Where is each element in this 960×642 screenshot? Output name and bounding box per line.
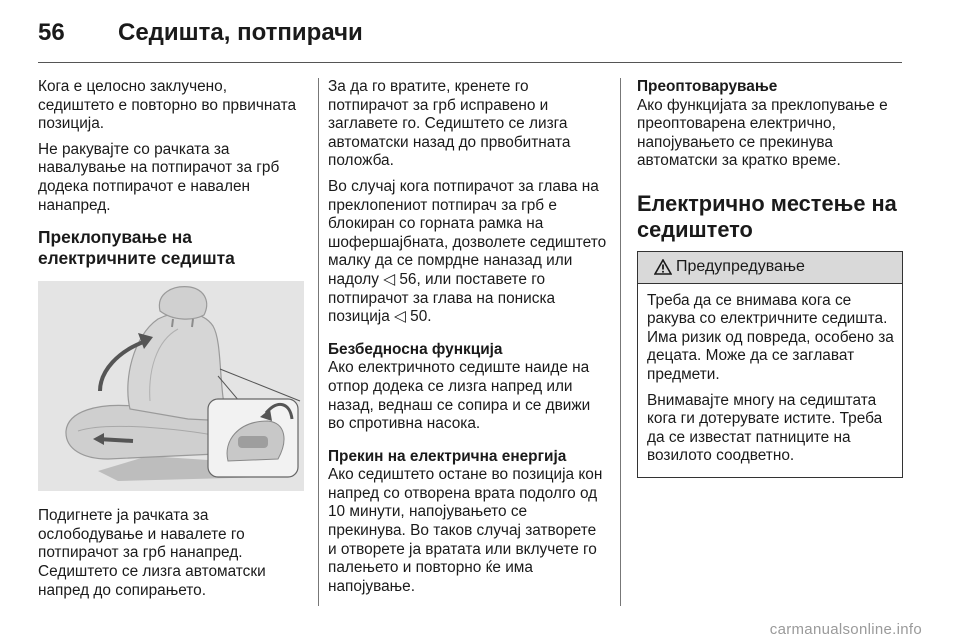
column-1 [38, 78, 304, 607]
text: . [427, 308, 432, 326]
paragraph: Не ракувајте со рачката за навалување на потпирачот за грб додека потпирачот е навален нанапред. [38, 140, 280, 214]
paragraph: Кога е целосно заклучено, седиштето е повторно во првичната позиција. [38, 78, 297, 133]
seat-illustration [38, 281, 304, 491]
watermark: carmanualsonline.info [769, 621, 922, 638]
paragraph: Треба да се внимава кога се ракува со електричните седишта. Има ризик од повреда, особено за децата. Може да се заглават предмети. [647, 291, 894, 383]
warning-box [637, 251, 903, 478]
page-ref-link[interactable]: 56 [399, 270, 417, 288]
page-ref-link[interactable]: 50 [410, 308, 428, 326]
warning-header [638, 252, 902, 284]
paragraph-with-refs [328, 178, 608, 327]
warning-body [638, 284, 902, 477]
page-title: Седишта, потпирачи [118, 19, 363, 46]
paragraph: Внимавајте многу на седиштата кога ги дотерувате истите. Треба да се известат патниците на возилото соодветно. [647, 391, 883, 465]
text: , или поставете го потпирачот за глава на пониска позиција [328, 270, 556, 326]
warning-triangle-icon [654, 259, 672, 275]
paragraph: За да го вратите, кренете го потпирачот за грб исправено и заглавете го. Седиштето се лизга автоматски назад до првобитната положба. [328, 78, 571, 170]
column-3 [637, 78, 903, 478]
page-ref-arrow-icon: ◁ [394, 308, 406, 326]
paragraph: Ако седиштето остане во позиција кон напред со отворена врата подолго од 10 минути, напојувањето се прекинува. Во таков случај затворете и отворете ја вратата или вклучете го палењето и повторно ќе има напојување. [328, 466, 603, 595]
subheading: Преоптоварување [637, 78, 778, 95]
paragraph: Ако електричното седиште наиде на отпор додека се лизга напред или назад, веднаш се сопира и се движи во спротивна насока. [328, 359, 591, 433]
header-rule [38, 62, 902, 63]
column-divider [620, 78, 621, 606]
subheading: Прекин на електрична енергија [328, 447, 567, 465]
section-heading: Електрично местење на седиштето [637, 190, 897, 242]
subheading: Безбедносна функција [328, 340, 503, 358]
column-divider [318, 78, 319, 606]
page-header [38, 17, 363, 49]
section-heading: Преклопување на електричните седишта [38, 227, 235, 269]
page-ref-arrow-icon: ◁ [383, 270, 396, 288]
warning-title: Предупредување [676, 257, 805, 275]
page-number: 56 [38, 19, 65, 46]
paragraph: Ако функцијата за преклопување е преоптоварена електрично, напојувањето се прекинува автоматски за кратко време. [637, 96, 888, 170]
text: Во случај кога потпирачот за глава на преклопениот потпирач за грб е блокиран со горната рамка на шофершајбната, дозволете седиштето малку да се помрдне наназад или надолу [328, 177, 607, 288]
column-2 [328, 78, 608, 603]
paragraph: Подигнете ја рачката за ослободување и навалете го потпирачот за грб нанапред. Седиштето се лизга автоматски напред до сопирањето. [38, 507, 266, 599]
